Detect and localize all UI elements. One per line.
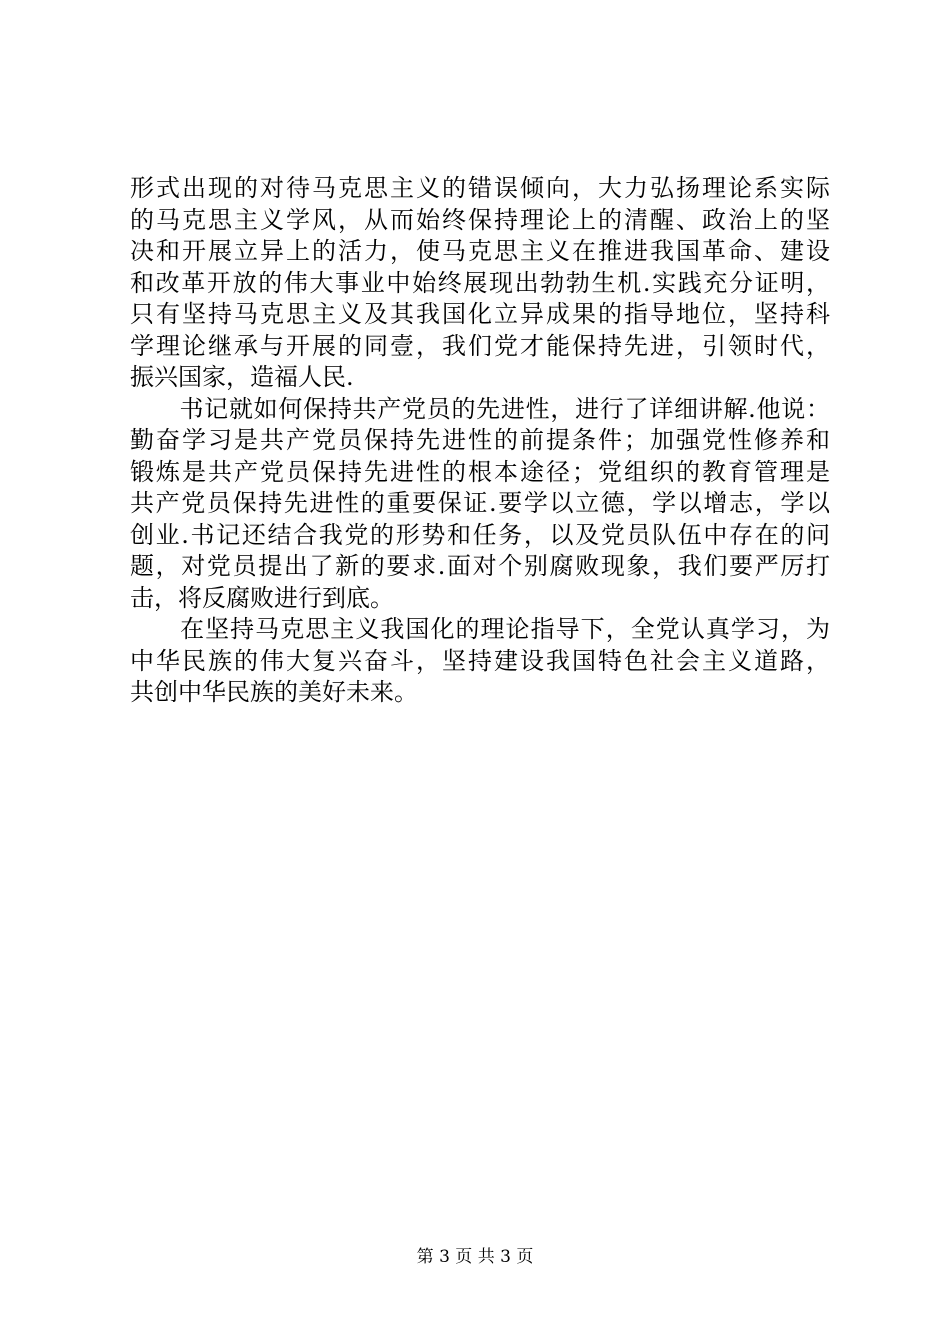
text-line-3: 决和开展立异上的活力，使马克思主义在推进我国革命、建设 bbox=[130, 237, 830, 265]
text-line-6: 学理论继承与开展的同壹，我们党才能保持先进，引领时代， bbox=[130, 331, 830, 360]
text-line-1: 形式出现的对待马克思主义的错误倾向，大力弘扬理论系实际 bbox=[130, 174, 830, 202]
text-line-8: 书记就如何保持共产党员的先进性，进行了详细讲解.他说： bbox=[130, 394, 830, 423]
text-line-12: 创业.书记还结合我党的形势和任务，以及党员队伍中存在的问 bbox=[130, 520, 830, 549]
text-line-5: 只有坚持马克思主义及其我国化立异成果的指导地位，坚持科 bbox=[130, 300, 830, 328]
text-line-9: 勤奋学习是共产党员保持先进性的前提条件；加强党性修养和 bbox=[130, 426, 830, 454]
text-line-17: 共创中华民族的美好未来。 bbox=[130, 678, 418, 706]
text-line-11: 共产党员保持先进性的重要保证.要学以立德，学以增志，学以 bbox=[130, 489, 830, 517]
text-line-14: 击，将反腐败进行到底。 bbox=[130, 583, 394, 612]
body-text bbox=[130, 173, 830, 709]
text-line-13: 题，对党员提出了新的要求.面对个别腐败现象，我们要严厉打 bbox=[130, 552, 830, 580]
text-line-16: 中华民族的伟大复兴奋斗，坚持建设我国特色社会主义道路， bbox=[130, 646, 830, 675]
text-line-2: 的马克思主义学风，从而始终保持理论上的清醒、政治上的坚 bbox=[130, 205, 830, 234]
page-number-footer: 第 3 页 共 3 页 bbox=[416, 1247, 534, 1267]
text-line-7: 振兴国家，造福人民. bbox=[130, 363, 354, 391]
text-line-15: 在坚持马克思主义我国化的理论指导下，全党认真学习，为 bbox=[130, 615, 830, 643]
text-line-4: 和改革开放的伟大事业中始终展现出勃勃生机.实践充分证明， bbox=[130, 268, 830, 297]
text-line-10: 锻炼是共产党员保持先进性的根本途径；党组织的教育管理是 bbox=[130, 457, 830, 486]
